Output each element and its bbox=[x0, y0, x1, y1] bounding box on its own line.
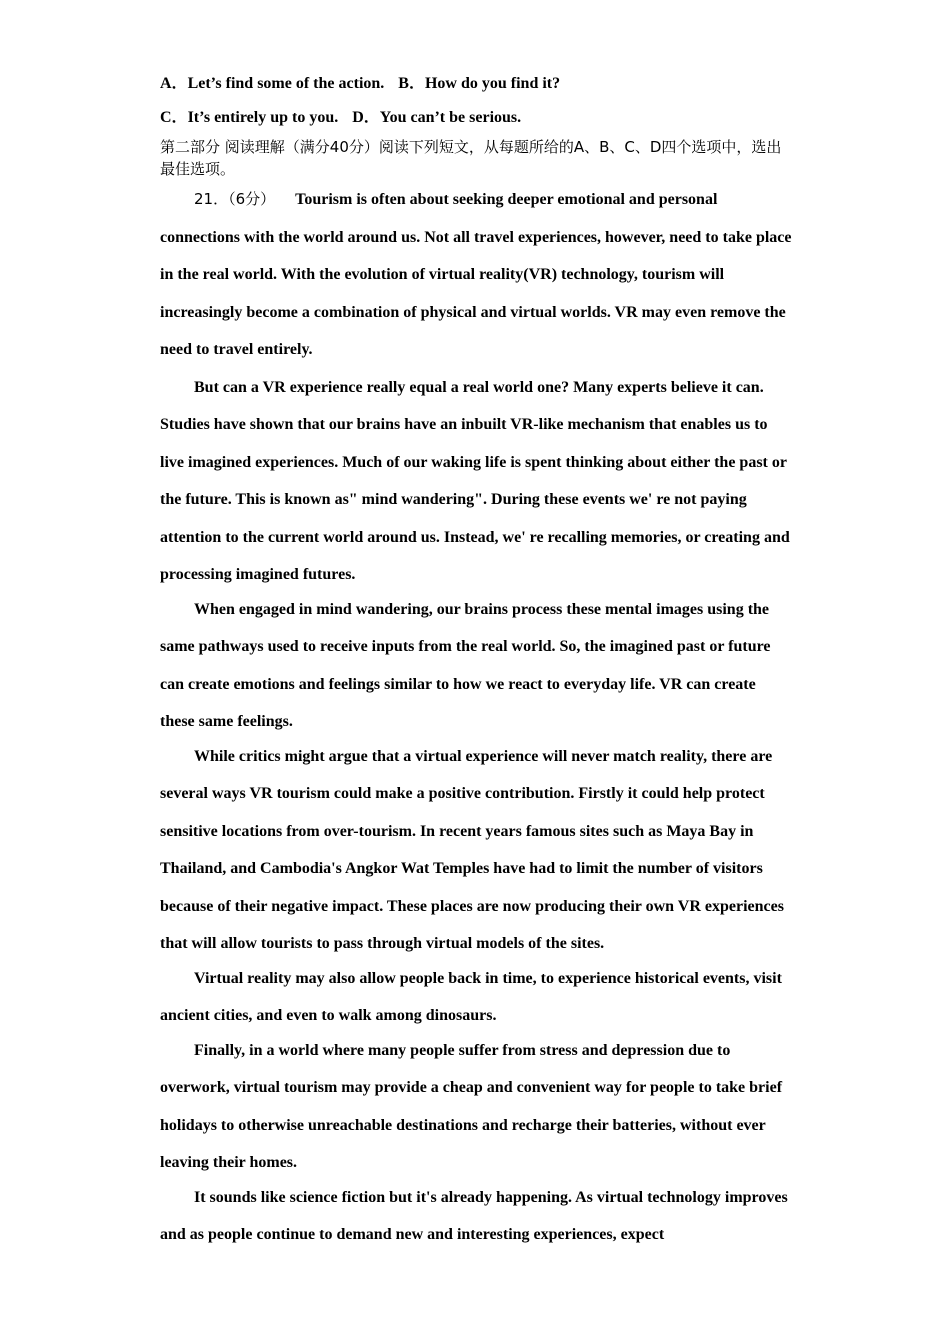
question-paragraph-2: But can a VR experience really equal a real world one? Many experts believe it can. Studies have shown that our brains have an inbuilt VR-like mechanism that enables us to live imagined experiences. Much of our waking life is spent thinking about either the past or the future. This is known as" mind wandering". During these events we' re not paying attention to the current world around us. Instead, we' re recalling memories, or creating and processing imagined futures. bbox=[160, 378, 790, 583]
question-paragraph-4: While critics might argue that a virtual experience will never match reality, there are several ways VR tourism could make a positive contribution. Firstly it could help protect sensitive locations from over-tourism. In recent years famous sites such as Maya Bay in Thailand, and Cambodia's Angkor Wat Temples have had to limit the number of visitors because of their negative impact. These places are now producing their own VR experiences that will allow tourists to pass through virtual models of the sites. bbox=[160, 747, 784, 952]
options-line-ab bbox=[160, 74, 792, 94]
option-d-label: D． bbox=[352, 109, 380, 126]
section-heading: 第二部分 阅读理解（满分40分）阅读下列短文，从每题所给的A、B、C、D四个选项中，选出最佳选项。 bbox=[160, 138, 782, 178]
option-c-label: C． bbox=[160, 109, 188, 126]
option-a-label: A． bbox=[160, 75, 188, 92]
question-paragraph-1 bbox=[160, 181, 792, 369]
question-paragraph-3: When engaged in mind wandering, our brains process these mental images using the same pathways used to receive inputs from the real world. So, the imagined past or future can create emotions and feelings similar to how we react to everyday life. VR can create these same feelings. bbox=[160, 600, 771, 730]
option-b-text: How do you find it? bbox=[424, 75, 561, 92]
page-content bbox=[160, 74, 792, 1251]
option-d-text: You can’t be serious. bbox=[379, 109, 522, 126]
question-paragraph-6: Finally, in a world where many people suffer from stress and depression due to overwork, virtual tourism may provide a cheap and convenient way for people to take brief holidays to otherwise unreachable destinations and recharge their batteries, without ever leaving their homes. bbox=[160, 1041, 783, 1171]
option-a-text: Let’s find some of the action. bbox=[187, 75, 385, 92]
options-line-cd bbox=[160, 108, 792, 128]
question-paragraph-5: Virtual reality may also allow people back in time, to experience historical events, visit ancient cities, and even to walk among dinosaurs. bbox=[160, 969, 782, 1024]
option-c-text: It’s entirely up to you. bbox=[187, 109, 339, 126]
paragraph-text: Tourism is often about seeking deeper emotional and personal connections with the world around us. Not all travel experiences, however, need to take place in the real world. With the evolution of virtual reality(VR) technology, tourism will increasingly become a combination of physical and virtual worlds. VR may even remove the need to travel entirely. bbox=[160, 191, 792, 358]
question-paragraph-7: It sounds like science fiction but it's already happening. As virtual technology improves and as people continue to demand new and interesting experiences, expect bbox=[160, 1188, 788, 1243]
question-number: 21．（6分） bbox=[194, 190, 276, 208]
option-b-label: B． bbox=[398, 75, 425, 92]
